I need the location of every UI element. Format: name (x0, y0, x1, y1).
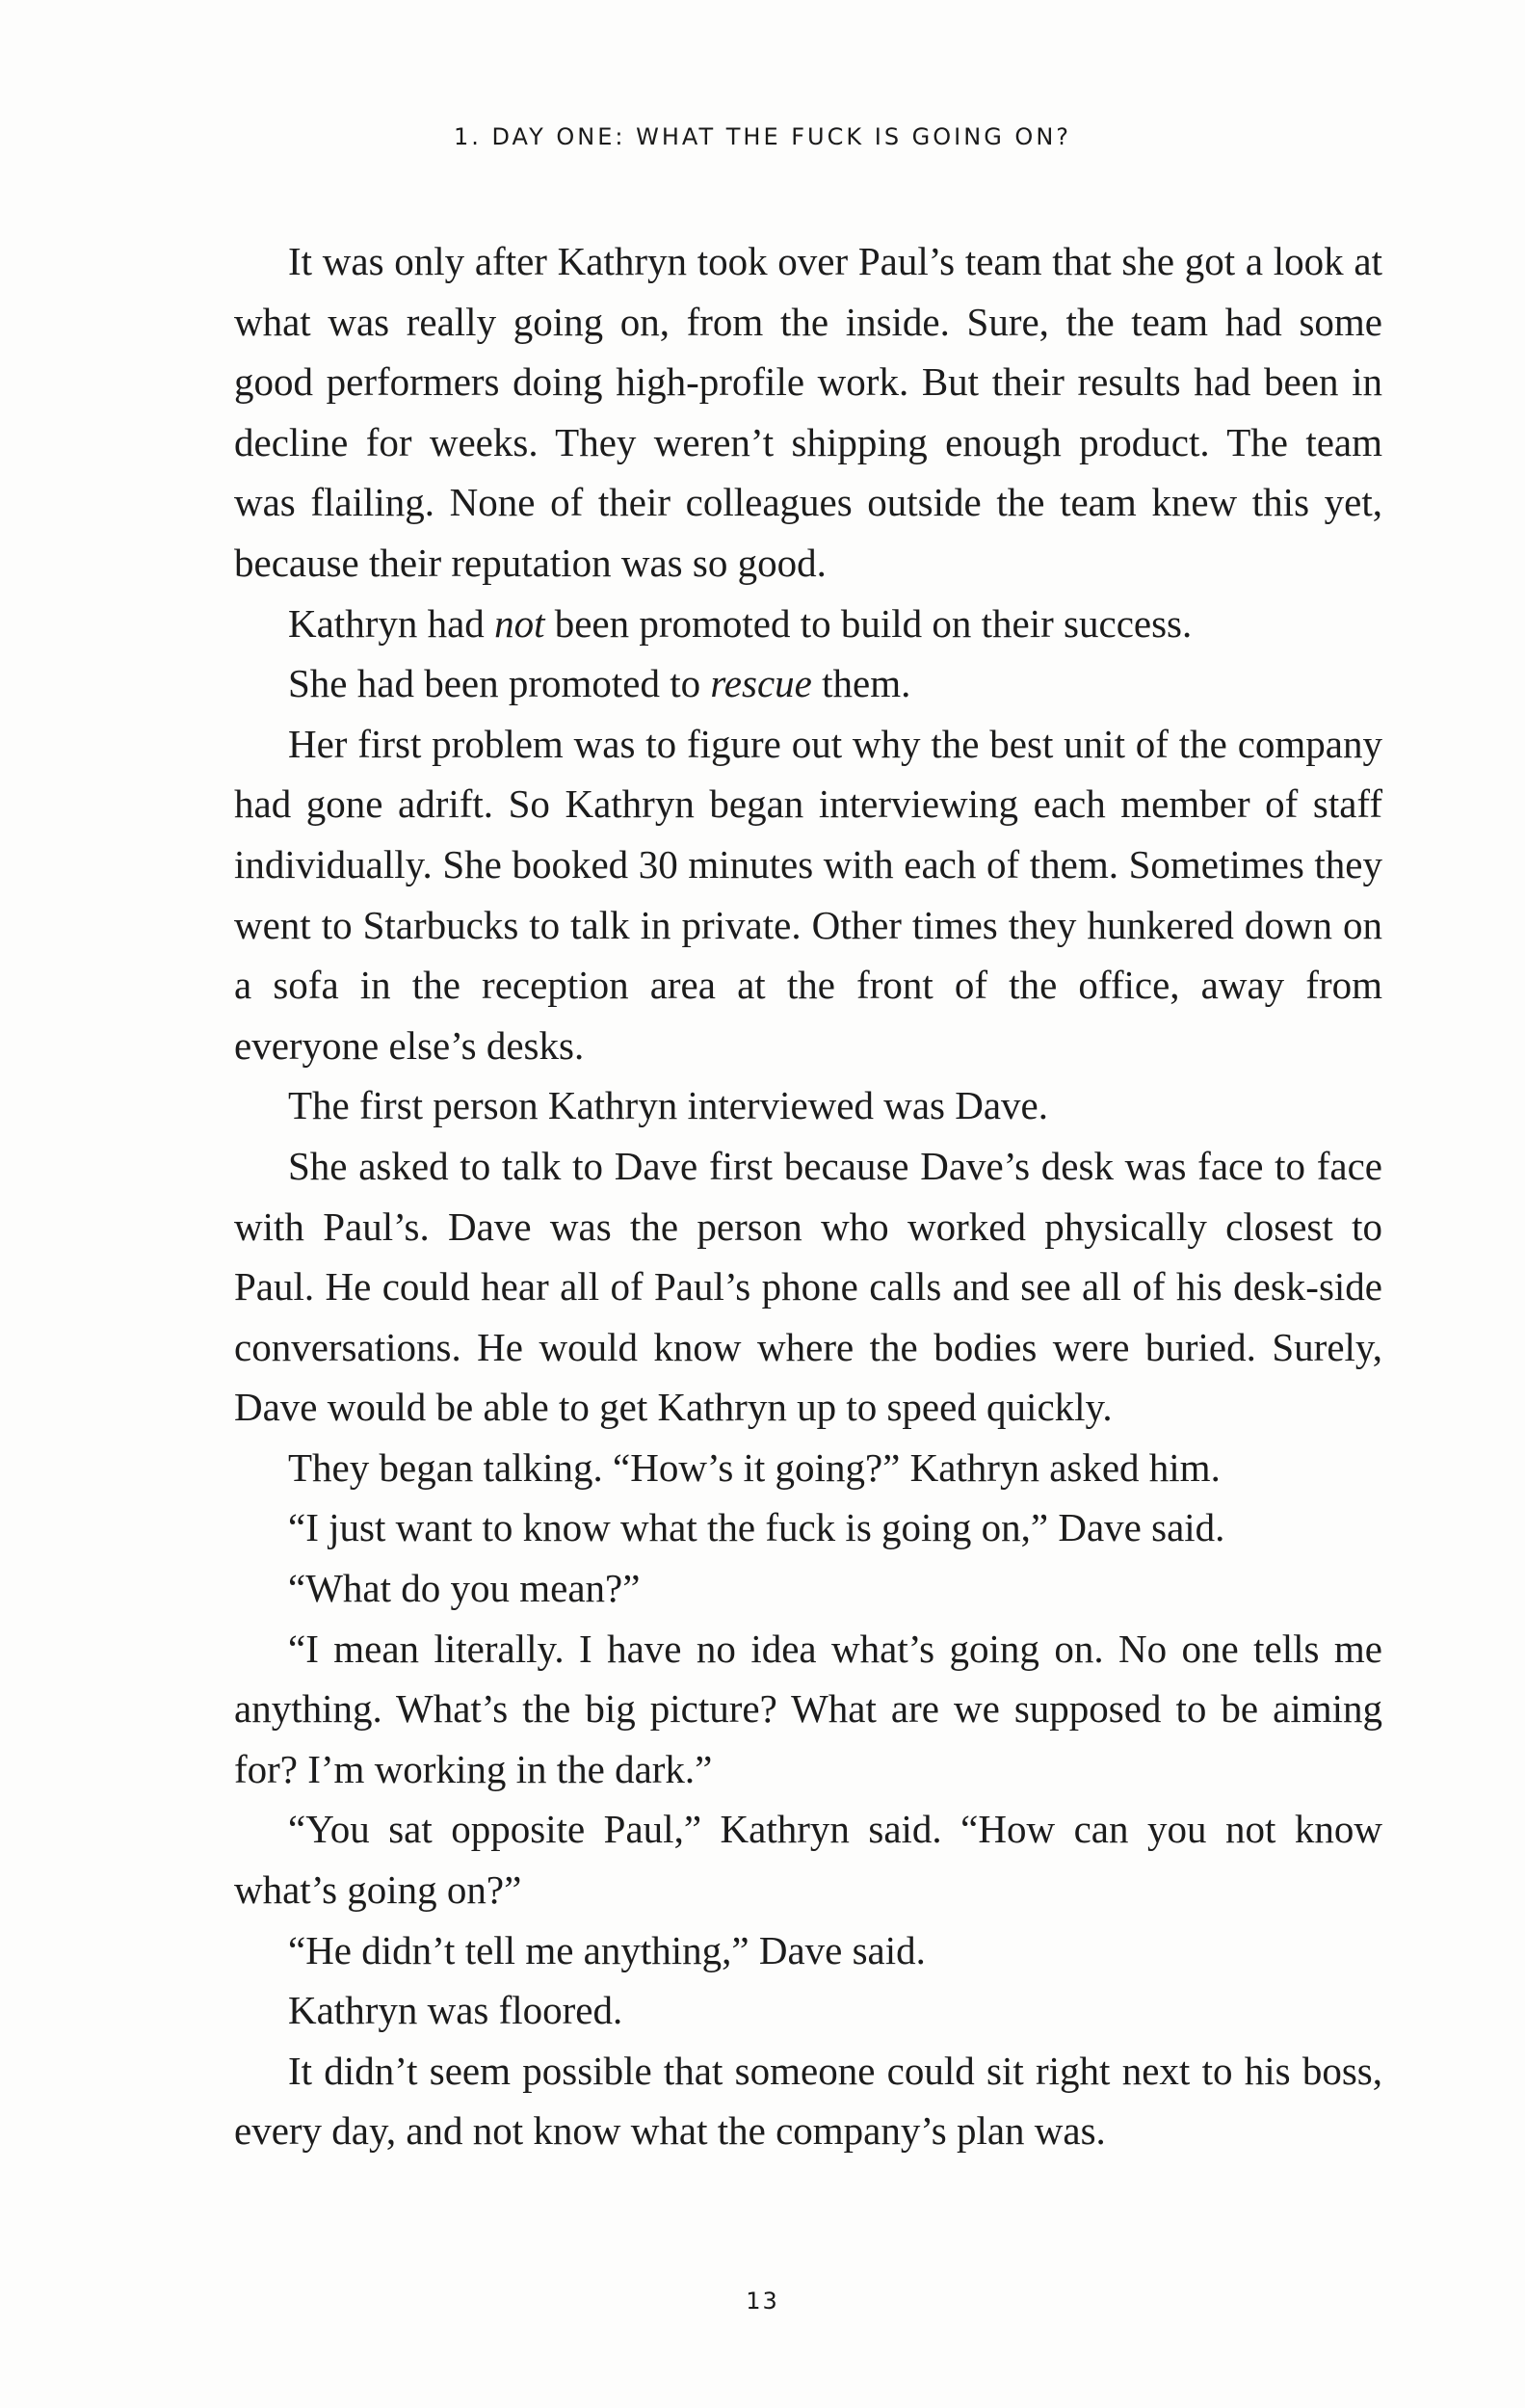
paragraph: Her first problem was to figure out why the best unit of the company had gone adrift. So Kathryn began interviewing each member of staff individually. She booked 30 minutes with each of them. Sometimes they went to Starbucks to talk in private. Other times they hunkered down on a sofa in the reception area at the front of the office, away from everyone else’s desks. (234, 721, 1382, 1068)
text-run: She had been promoted to (288, 661, 711, 706)
emphasis: rescue (710, 661, 812, 706)
emphasis: not (494, 600, 545, 646)
text-run: been promoted to build on their success. (544, 600, 1193, 646)
paragraph (234, 653, 1382, 714)
page-number: 13 (746, 2288, 779, 2315)
paragraph: “He didn’t tell me anything,” Dave said. (288, 1927, 926, 1972)
paragraph (234, 594, 1382, 654)
paragraph: The first person Kathryn interviewed was Dave. (288, 1083, 1048, 1128)
paragraph: “I mean literally. I have no idea what’s going on. No one tells me anything. What’s the big picture? What are we supposed to be aiming for? I’m working in the dark.” (234, 1626, 1382, 1791)
paragraph: It didn’t seem possible that someone could sit right next to his boss, every day, and not know what the company’s plan was. (234, 2048, 1382, 2154)
paragraph: They began talking. “How’s it going?” Kathryn asked him. (288, 1444, 1221, 1490)
text-run: them. (811, 661, 911, 706)
running-head: 1. DAY ONE: WHAT THE FUCK IS GOING ON? (453, 123, 1072, 150)
text-run: Kathryn had (288, 600, 495, 646)
body-text (234, 231, 1382, 2161)
paragraph: “What do you mean?” (288, 1566, 641, 1611)
paragraph: It was only after Kathryn took over Paul’s team that she got a look at what was really going on, from the inside. Sure, the team had some good performers doing high-profile work. But their results had been in decline for weeks. They weren’t shipping enough product. The team was flailing. None of their colleagues outside the team knew this yet, because their reputation was so good. (234, 239, 1382, 585)
paragraph: Kathryn was floored. (288, 1988, 623, 2033)
paragraph: She asked to talk to Dave first because Dave’s desk was face to face with Paul’s. Dave was the person who worked physically closest to Paul. He could hear all of Paul’s phone calls and see all of his desk-side conversations. He would know where the bodies were buried. Surely, Dave would be able to get Kathryn up to speed quickly. (234, 1143, 1382, 1430)
paragraph: “You sat opposite Paul,” Kathryn said. “How can you not know what’s going on?” (234, 1807, 1382, 1913)
paragraph: “I just want to know what the fuck is going on,” Dave said. (288, 1505, 1225, 1550)
